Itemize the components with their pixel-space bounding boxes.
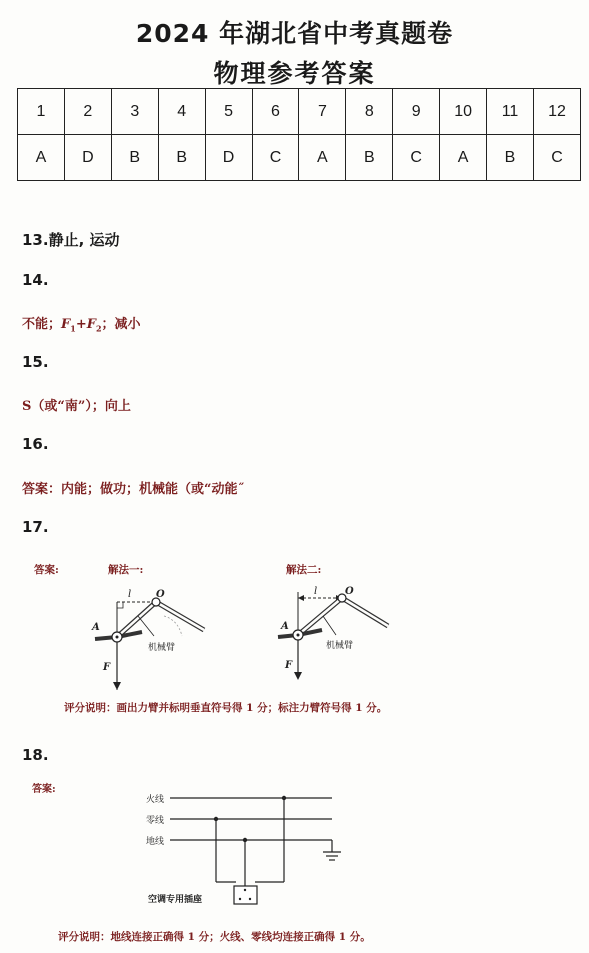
upper-arm-inner [156, 602, 204, 630]
question-number-cell: 2 [64, 89, 111, 135]
q14-f1: F [61, 317, 71, 332]
q18-number: 18. [22, 746, 49, 764]
q17-label-f-2: F [285, 660, 293, 671]
label-ground-wire: 地线 [146, 837, 165, 847]
q18-answer-label: 答案: [32, 784, 56, 795]
perpendicular-mark [117, 602, 123, 608]
question-number-cell: 5 [205, 89, 252, 135]
page-title: 2024 年湖北省中考真题卷 [135, 19, 454, 48]
q17-label-l-2: l [314, 586, 318, 597]
answer-cell: A [440, 135, 487, 181]
q17-method1-label: 解法一: [108, 564, 144, 576]
q17-number: 17. [22, 518, 49, 536]
q14-number: 14. [22, 271, 49, 289]
q14-answer-prefix: 不能； [22, 317, 62, 332]
q14-f1-sub: 1 [70, 323, 76, 334]
socket-hole-left [239, 898, 241, 900]
question-number-cell: 12 [533, 89, 580, 135]
answer-cell: C [393, 135, 440, 181]
q17-label-arm-1: 机械臂 [148, 643, 176, 653]
joint-a-center [297, 634, 300, 637]
question-number-cell: 10 [440, 89, 487, 135]
q17-method2-label: 解法二: [286, 564, 322, 576]
q13-answer-line: 13.静止, 运动 [22, 231, 120, 249]
answer-cell: A [18, 135, 65, 181]
q14-plus: + [75, 317, 87, 332]
q17-label-arm-2: 机械臂 [326, 641, 354, 651]
answer-cell: B [111, 135, 158, 181]
q17-label-o-2: O [345, 586, 354, 597]
socket-hole-right [249, 898, 251, 900]
q14-answer-suffix: ；减小 [101, 317, 141, 332]
q14-answer [22, 313, 141, 334]
q18-scoring-note: 评分说明：地线连接正确得 1 分；火线、零线均连接正确得 1 分。 [58, 931, 371, 943]
q15-answer: S（或“南”）；向上 [22, 399, 131, 414]
answer-cell: D [64, 135, 111, 181]
question-number-cell: 7 [299, 89, 346, 135]
socket-box [234, 886, 257, 904]
q17-label-l-1: l [128, 589, 132, 600]
question-number-cell: 9 [393, 89, 440, 135]
question-number-cell: 1 [18, 89, 65, 135]
arm-arrowhead-left [298, 595, 304, 601]
motion-arc [164, 616, 182, 636]
question-number-cell: 11 [487, 89, 534, 135]
label-neutral-wire: 零线 [146, 816, 165, 826]
q17-label-o-1: O [156, 589, 165, 600]
answer-table [17, 88, 581, 181]
answer-cell: D [205, 135, 252, 181]
q14-f2: F [86, 317, 96, 332]
q17-label-a-1: A [92, 622, 100, 633]
upper-arm-inner [342, 598, 388, 626]
question-number-cell: 8 [346, 89, 393, 135]
q15-number: 15. [22, 353, 49, 371]
question-number-row [18, 89, 581, 135]
arm-pointer-line [323, 616, 336, 635]
answer-cell: B [346, 135, 393, 181]
question-number-cell: 6 [252, 89, 299, 135]
answer-cell: B [487, 135, 534, 181]
answer-cell: B [158, 135, 205, 181]
q16-number: 16. [22, 435, 49, 453]
question-number-cell: 3 [111, 89, 158, 135]
q16-answer: 答案：内能；做功；机械能（或“动能˝ [22, 482, 244, 497]
label-live-wire: 火线 [146, 795, 165, 805]
force-f-arrowhead [294, 672, 302, 680]
answer-row [18, 135, 581, 181]
socket-label: 空调专用插座 [148, 895, 203, 905]
answer-cell: A [299, 135, 346, 181]
joint-a-center [116, 636, 119, 639]
q17-scoring-note: 评分说明：画出力臂并标明垂直符号得 1 分；标注力臂符号得 1 分。 [64, 702, 388, 714]
lever-diagram-method1 [80, 580, 220, 695]
answer-cell: C [533, 135, 580, 181]
question-number-cell: 4 [158, 89, 205, 135]
q17-label-f-1: F [103, 662, 111, 673]
socket-hole-top [244, 889, 246, 891]
force-f-arrowhead [113, 682, 121, 690]
q14-f2-sub: 2 [95, 323, 102, 334]
page-subtitle: 物理参考答案 [213, 59, 376, 88]
q17-label-a-2: A [281, 621, 289, 632]
answer-cell: C [252, 135, 299, 181]
q17-answer-label: 答案: [34, 564, 59, 576]
